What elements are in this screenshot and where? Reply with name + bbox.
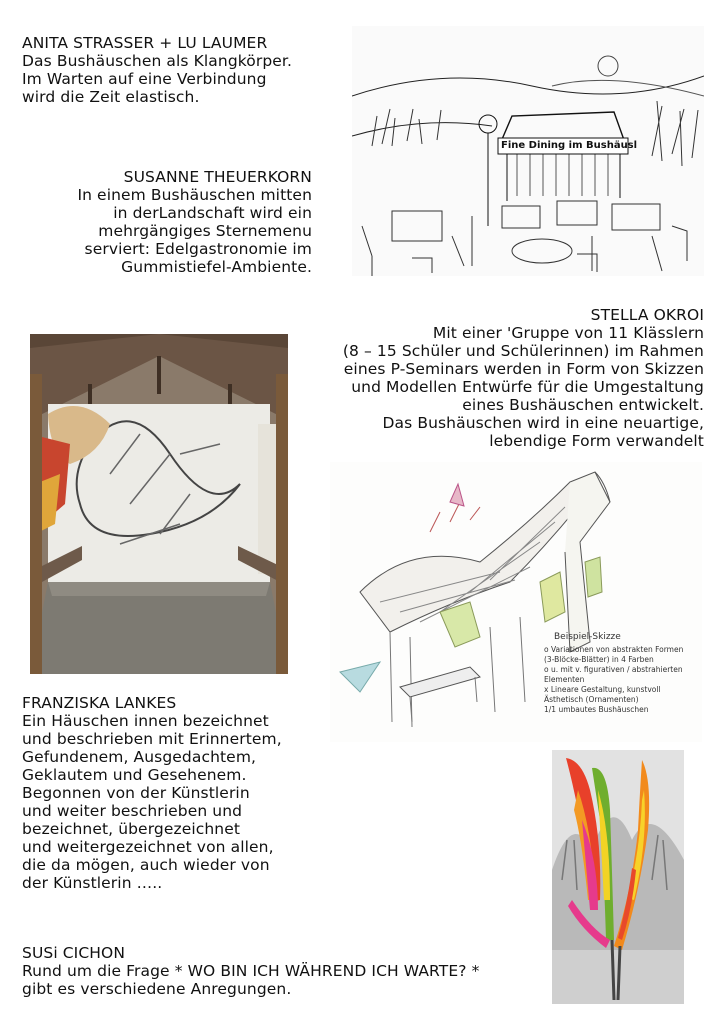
section-cichon	[22, 944, 479, 998]
sketch-note-line: 1/1 umbautes Bushäuschen	[544, 705, 649, 714]
sketch-notes	[544, 632, 694, 715]
description-line: bezeichnet, übergezeichnet	[22, 820, 241, 838]
artist-name: FRANZISKA LANKES	[22, 694, 177, 712]
artist-name: SUSANNE THEUERKORN	[123, 168, 312, 186]
description-line: serviert: Edelgastronomie im	[84, 240, 312, 258]
wrapped-poles-photo	[552, 750, 684, 1004]
description-line: in derLandschaft wird ein	[113, 204, 312, 222]
section-strasser-laumer	[22, 34, 292, 106]
sketch-note-line: o u. mit v. figurativen / abstrahierten Elementen	[544, 665, 683, 684]
artist-name: ANITA STRASSER + LU LAUMER	[22, 34, 268, 52]
description-line: eines Bushäuschen entwickelt.	[462, 396, 704, 414]
description-line: und weitergezeichnet von allen,	[22, 838, 274, 856]
artist-name: STELLA OKROI	[590, 306, 704, 324]
description-line: die da mögen, auch wieder von	[22, 856, 270, 874]
dining-sign-text: Fine Dining im Bushäusl	[501, 140, 638, 151]
bushouse-interior-photo	[30, 334, 288, 674]
section-lankes	[22, 694, 282, 892]
sketch-notes-title: Beispiel-Skizze	[554, 632, 621, 642]
description-line: Mit einer 'Gruppe von 11 Klässlern	[432, 324, 704, 342]
description-line: Geklautem und Gesehenem.	[22, 766, 247, 784]
description-line: Ein Häuschen innen bezeichnet	[22, 712, 269, 730]
description-line: und weiter beschrieben und	[22, 802, 243, 820]
description-line: lebendige Form verwandelt	[489, 432, 704, 450]
description-line: Gefundenem, Ausgedachtem,	[22, 748, 257, 766]
description-line: In einem Bushäuschen mitten	[77, 186, 312, 204]
artist-name: SUSi CICHON	[22, 944, 126, 962]
description-line: der Künstlerin …..	[22, 874, 163, 892]
description-line: wird die Zeit elastisch.	[22, 88, 200, 106]
dining-bushouse-sketch	[352, 26, 704, 276]
section-okroi	[343, 306, 704, 450]
bushouse-design-sketch	[330, 462, 702, 742]
section-theuerkorn	[77, 168, 312, 276]
description-line: gibt es verschiedene Anregungen.	[22, 980, 292, 998]
description-line: Begonnen von der Künstlerin	[22, 784, 250, 802]
description-line: Das Bushäuschen wird in eine neuartige,	[382, 414, 704, 432]
sketch-note-line: x Lineare Gestaltung, kunstvoll Ästhetisch (Ornamenten)	[544, 685, 661, 704]
description-line: Im Warten auf eine Verbindung	[22, 70, 267, 88]
description-line: mehrgängiges Sternemenu	[98, 222, 312, 240]
description-line: Gummistiefel-Ambiente.	[121, 258, 312, 276]
sketch-note-line: o Variationen von abstrakten Formen (3-Blöcke-Blätter) in 4 Farben	[544, 645, 684, 664]
description-line: und Modellen Entwürfe für die Umgestaltung	[351, 378, 704, 396]
description-line: (8 – 15 Schüler und Schülerinnen) im Rahmen	[342, 342, 704, 360]
description-line: Rund um die Frage * WO BIN ICH WÄHREND ICH WARTE? *	[22, 962, 480, 980]
description-line: und beschrieben mit Erinnertem,	[22, 730, 282, 748]
description-line: Das Bushäuschen als Klangkörper.	[22, 52, 292, 70]
description-line: eines P-Seminars werden in Form von Skizzen	[343, 360, 704, 378]
